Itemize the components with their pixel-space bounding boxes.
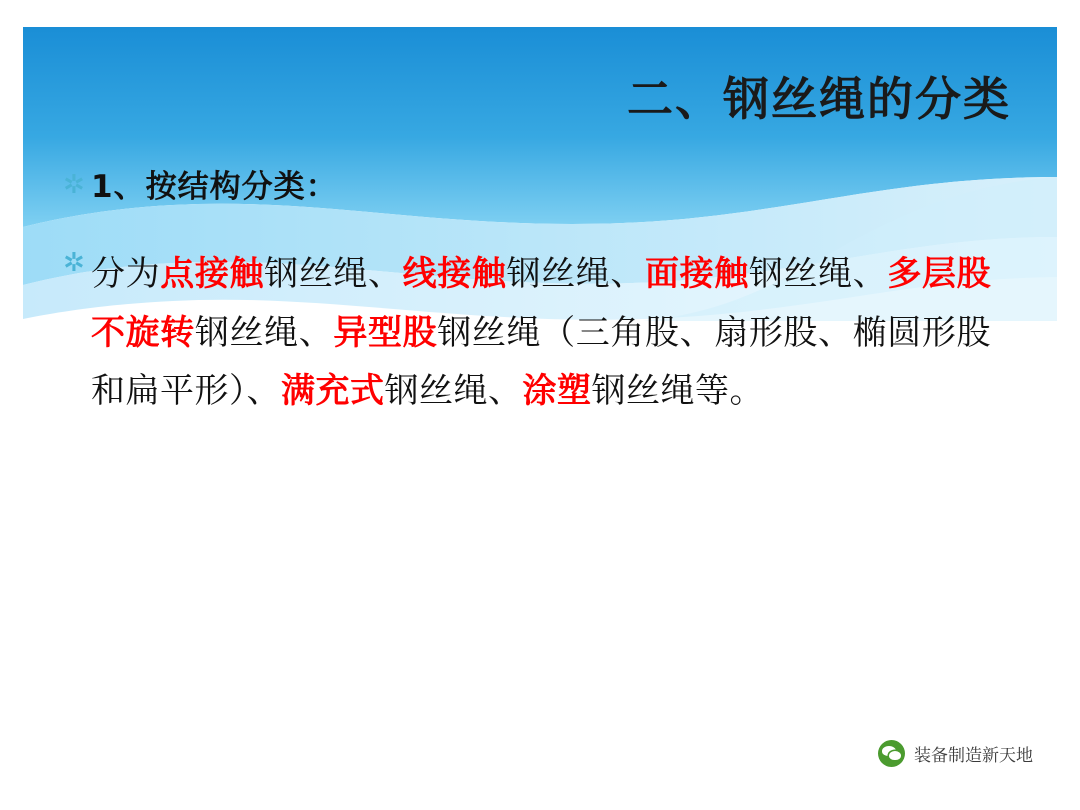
watermark xyxy=(878,740,1033,767)
list-item xyxy=(23,245,1057,420)
highlighted-term: 多层股不旋转 xyxy=(91,254,992,353)
asterisk-bullet-icon: ✲ xyxy=(63,169,85,200)
slide-body xyxy=(23,167,1057,421)
highlighted-term: 异型股 xyxy=(333,312,438,353)
paragraph-text: 钢丝绳、 xyxy=(748,254,888,295)
list-item xyxy=(23,167,1057,207)
watermark-label: 装备制造新天地 xyxy=(914,746,1033,766)
highlighted-term: 点接触 xyxy=(160,254,265,295)
highlighted-term: 线接触 xyxy=(402,254,507,295)
paragraph-text: 钢丝绳、 xyxy=(194,312,334,353)
highlighted-term: 满充式 xyxy=(281,371,385,412)
page-title: 二、钢丝绳的分类 xyxy=(627,72,1011,126)
highlighted-term: 面接触 xyxy=(644,254,749,295)
paragraph-text: 钢丝绳（三角股、扇形股、椭圆形股和扁平形）、 xyxy=(91,312,992,412)
wechat-icon xyxy=(878,740,905,767)
paragraph-text: 钢丝绳、 xyxy=(506,254,645,295)
subheading-structure-classification: 1、按结构分类： xyxy=(91,169,338,205)
paragraph-text: 钢丝绳等。 xyxy=(591,371,764,412)
paragraph-text: 钢丝绳、 xyxy=(384,371,523,412)
paragraph-text: 分为 xyxy=(91,254,161,295)
paragraph-text: 钢丝绳、 xyxy=(264,254,403,295)
slide xyxy=(23,27,1057,785)
highlighted-term: 涂塑 xyxy=(522,371,592,412)
body-paragraph xyxy=(91,245,991,420)
asterisk-bullet-icon: ✲ xyxy=(63,247,85,278)
